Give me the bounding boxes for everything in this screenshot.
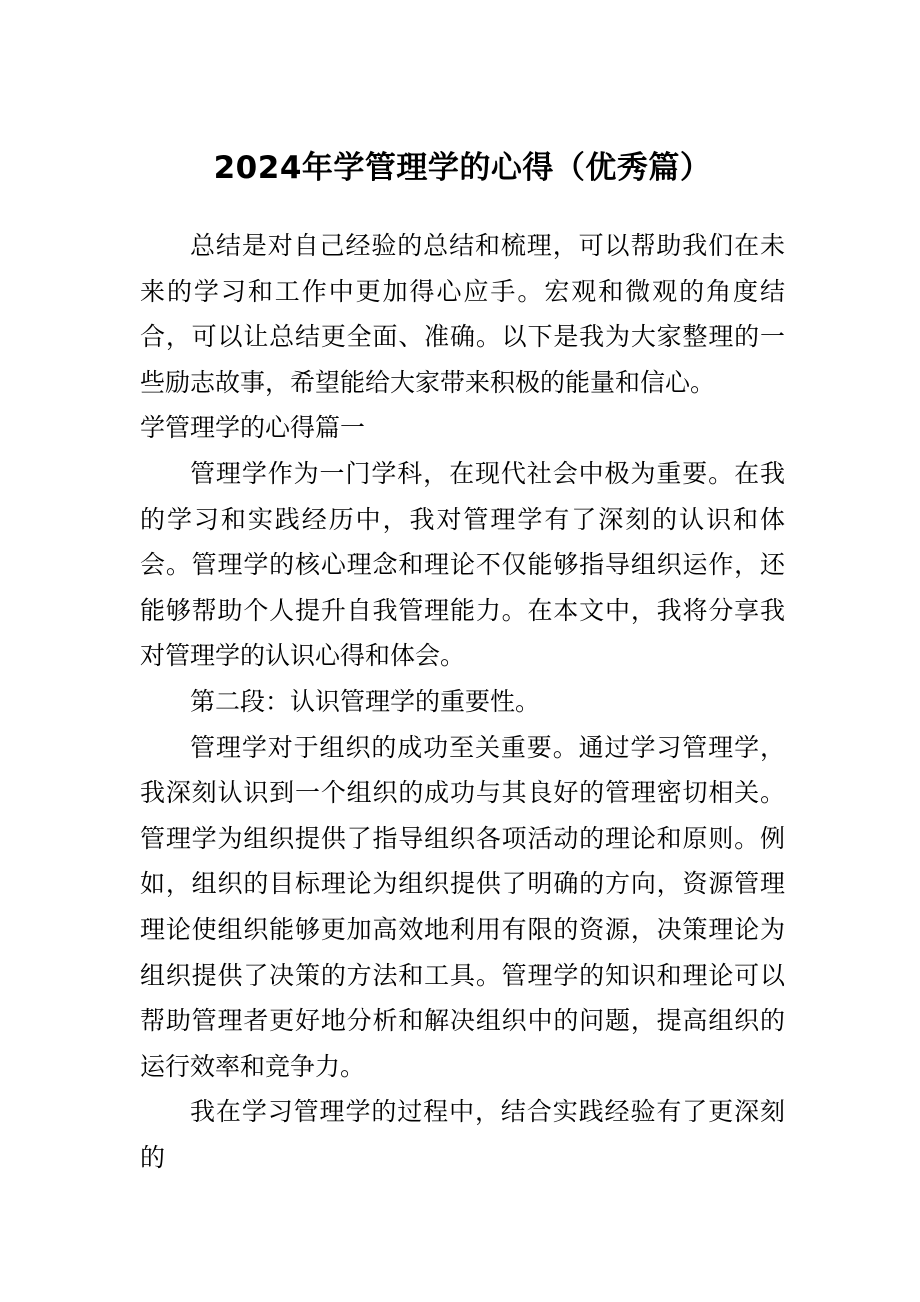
intro-paragraph: 总结是对自己经验的总结和梳理，可以帮助我们在未来的学习和工作中更加得心应手。宏观和微观的角度结合，可以让总结更全面、准确。以下是我为大家整理的一些励志故事，希望能给大家带来积极的能量和信心。 xyxy=(140,231,785,397)
document-title: 2024年学管理学的心得（优秀篇） xyxy=(213,150,712,186)
body-paragraph: 管理学作为一门学科，在现代社会中极为重要。在我的学习和实践经历中，我对管理学有了深刻的认识和体会。管理学的核心理念和理论不仅能够指导组织运作，还能够帮助个人提升自我管理能力。在本文中，我将分享我对管理学的认识心得和体会。 xyxy=(140,458,785,671)
section-heading: 学管理学的心得篇一 xyxy=(140,413,366,443)
body-paragraph: 我在学习管理学的过程中，结合实践经验有了更深刻的 xyxy=(140,1097,785,1172)
subsection-heading: 第二段：认识管理学的重要性。 xyxy=(190,686,541,716)
body-paragraph: 管理学对于组织的成功至关重要。通过学习管理学，我深刻认识到一个组织的成功与其良好的管理密切相关。管理学为组织提供了指导组织各项活动的理论和原则。例如，组织的目标理论为组织提供了明确的方向，资源管理理论使组织能够更加高效地利用有限的资源，决策理论为组织提供了决策的方法和工具。管理学的知识和理论可以帮助管理者更好地分析和解决组织中的问题，提高组织的运行效率和竞争力。 xyxy=(140,732,785,1081)
document-body xyxy=(140,223,785,1180)
